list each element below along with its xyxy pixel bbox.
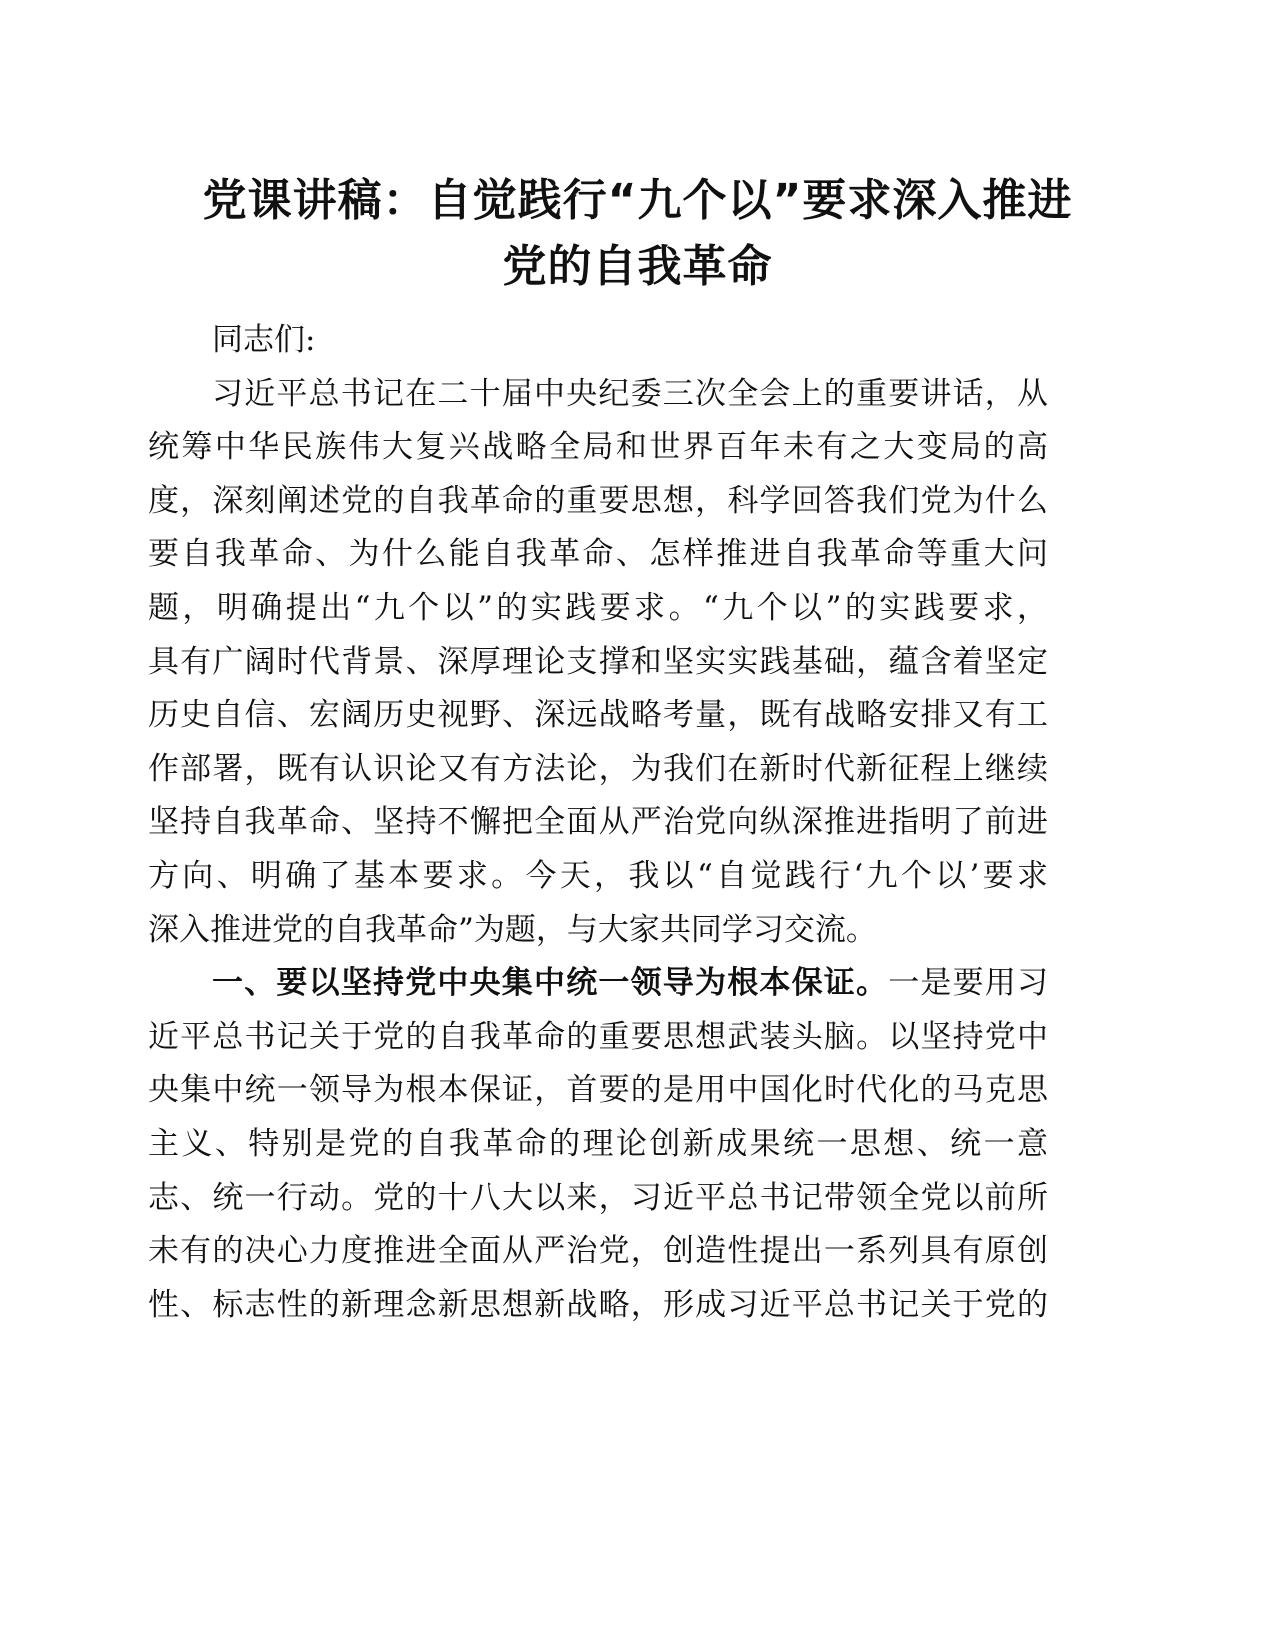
paragraph-line: 习近平总书记在二十届中央纪委三次全会上的重要讲话，从 (212, 375, 1048, 412)
paragraph-line: 近平总书记关于党的自我革命的重要思想武装头脑。以坚持党中 (148, 1018, 1048, 1055)
paragraph-line: 度，深刻阐述党的自我革命的重要思想，科学回答我们党为什么 (148, 482, 1048, 519)
paragraph-line: 央集中统一领导为根本保证，首要的是用中国化时代化的马克思 (148, 1072, 1048, 1109)
paragraph-line: 未有的决心力度推进全面从严治党，创造性提出一系列具有原创 (148, 1233, 1048, 1270)
salutation: 同志们: (212, 322, 316, 358)
paragraph-line: 题，明确提出“九个以”的实践要求。“九个以”的实践要求， (148, 589, 1048, 626)
paragraph-line: 性、标志性的新理念新思想新战略，形成习近平总书记关于党的 (148, 1286, 1048, 1323)
document-body (148, 314, 1048, 1332)
paragraph-line: 要自我革命、为什么能自我革命、怎样推进自我革命等重大问 (148, 536, 1048, 573)
paragraph-line: 方向、明确了基本要求。今天，我以“自觉践行‘九个以’要求 (148, 857, 1048, 894)
paragraph-1 (148, 368, 1048, 958)
paragraph-line: 具有广阔时代背景、深厚理论支撑和坚实实践基础，蕴含着坚定 (148, 643, 1048, 680)
paragraph-line: 深入推进党的自我革命”为题，与大家共同学习交流。 (148, 911, 877, 948)
paragraph-line: 作部署，既有认识论又有方法论，为我们在新时代新征程上继续 (148, 750, 1048, 787)
section-1-first-line (148, 957, 1048, 1011)
paragraph-line: 主义、特别是党的自我革命的理论创新成果统一思想、统一意 (148, 1125, 1048, 1162)
paragraph-line: 历史自信、宏阔历史视野、深远战略考量，既有战略安排又有工 (148, 697, 1048, 734)
paragraph-line: 坚持自我革命、坚持不懈把全面从严治党向纵深推进指明了前进 (148, 804, 1048, 841)
paragraph-line: 统筹中华民族伟大复兴战略全局和世界百年未有之大变局的高 (148, 429, 1048, 466)
section-1 (148, 957, 1048, 1332)
section-1-heading: 一、要以坚持党中央集中统一领导为根本保证。 (212, 965, 889, 1002)
document-title (140, 168, 1135, 300)
paragraph-line: 志、统一行动。党的十八大以来，习近平总书记带领全党以前所 (148, 1179, 1048, 1216)
title-line-2: 党的自我革命 (502, 241, 773, 292)
section-1-first-line-text: 一是要用习 (888, 965, 1049, 1002)
title-line-1: 党课讲稿：自觉践行“九个以”要求深入推进 (202, 175, 1073, 226)
